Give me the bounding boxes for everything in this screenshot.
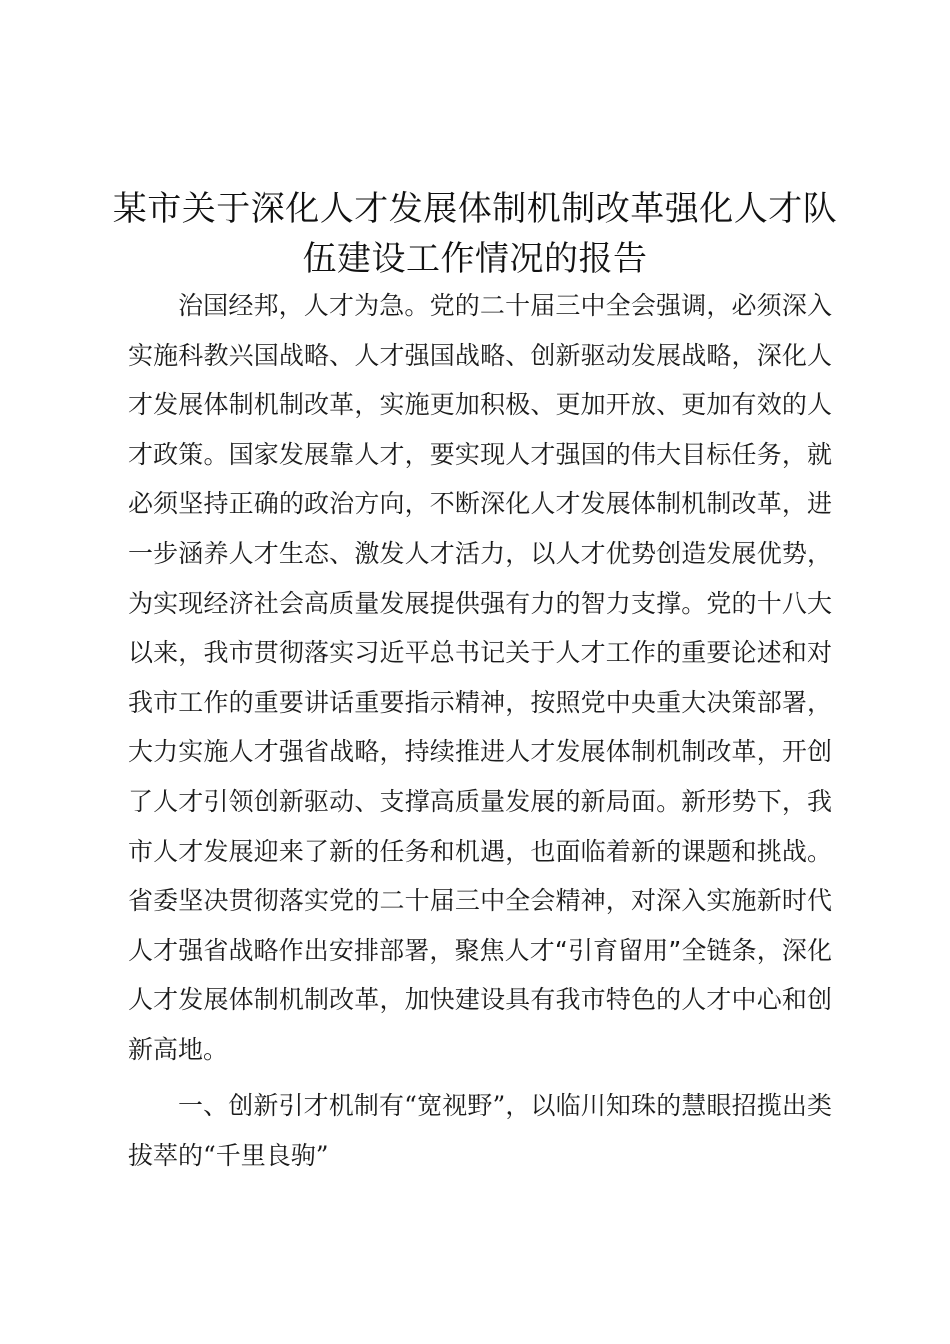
section-heading: 一、创新引才机制有“宽视野”，以临川知珠的慧眼招揽出类拔萃的“千里良驹” [128,1091,832,1170]
intro-paragraph: 治国经邦，人才为急。党的二十届三中全会强调，必须深入实施科教兴国战略、人才强国战略、创新驱动发展战略，深化人才发展体制机制改革，实施更加积极、更加开放、更加有效的人才政策。国家发展靠人才，要实现人才强国的伟大目标任务，就必须坚持正确的政治方向，不断深化人才发展体制机制改革，进一步涵养人才生态、激发人才活力，以人才优势创造发展优势，为实现经济社会高质量发展提供强有力的智力支撑。党的十八大以来，我市贯彻落实习近平总书记关于人才工作的重要论述和对我市工作的重要讲话重要指示精神，按照党中央重大决策部署，大力实施人才强省战略，持续推进人才发展体制机制改革，开创了人才引领创新驱动、支撑高质量发展的新局面。新形势下，我市人才发展迎来了新的任务和机遇，也面临着新的课题和挑战。省委坚决贯彻落实党的二十届三中全会精神，对深入实施新时代人才强省战略作出安排部署，聚焦人才“引育留用”全链条，深化人才发展体制机制改革，加快建设具有我市特色的人才中心和创新高地。 [128,291,832,1064]
document-title: 某市关于深化人才发展体制机制改革强化人才队伍建设工作情况的报告 [112,189,838,279]
